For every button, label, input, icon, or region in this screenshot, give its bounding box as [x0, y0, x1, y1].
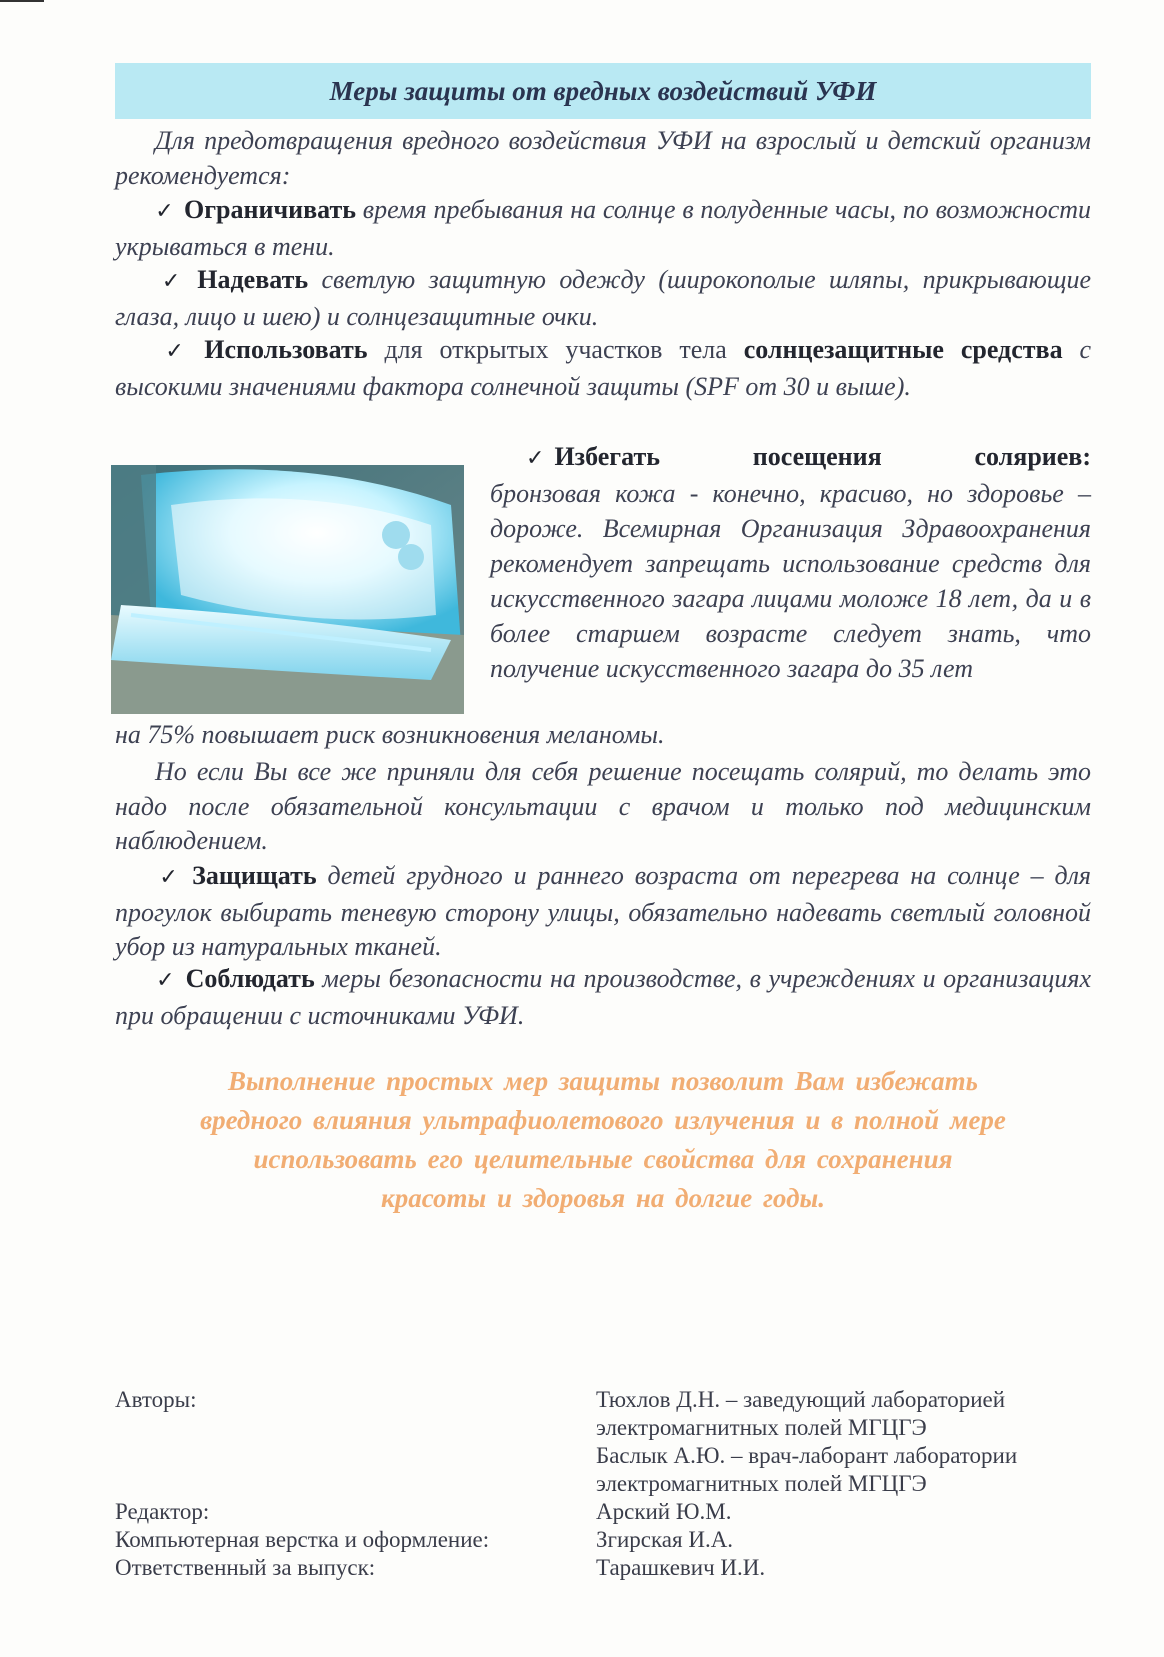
bullet-limit-sun: ✓ Ограничивать время пребывания на солнце в полуденные часы, по возможности укрываться в тени.: [115, 195, 1092, 261]
bullet-protect-children: ✓ Защищать детей грудного и раннего возраста от перегрева на солнце – для прогулок выбирать теневую сторону улицы, обязательно надевать светлый головной убор из натуральных тканей.: [115, 861, 1092, 961]
bullet-avoid-solarium: ✓ Избегать посещения соляриев: бронзовая кожа - конечно, красиво, но здоровье – дороже. Всемирная Организация Здравоохранения рекомендует запрещать использование средств для искусственного загара лицами моложе 18 лет, да и в более старшем возрасте следует знать, что получение искусственного загара до 35 лет: [490, 442, 1091, 683]
closing-message: Выполнение простых мер защиты позволит Вам избежать вредного влияния ультрафиолетового излучения и в полной мере использовать его целительные свойства для сохранения красоты и здоровья на долгие годы.: [200, 1066, 1006, 1213]
responsible-label: Ответственный за выпуск:: [115, 1555, 376, 1580]
author2-line2: электромагнитных полей МГЦГЭ: [596, 1471, 927, 1496]
responsible-name: Тарашкевич И.И.: [596, 1555, 766, 1580]
solarium-tail-text: на 75% повышает риск возникновения меланомы.: [115, 720, 665, 749]
check-icon: ✓: [155, 199, 175, 224]
solarium-photo: [111, 465, 464, 714]
layout-label: Компьютерная верстка и оформление:: [115, 1527, 490, 1552]
solarium-image: [111, 465, 464, 714]
bullet-safety-measures: ✓ Соблюдать меры безопасности на производстве, в учреждениях и организациях при обращении с источниками УФИ.: [115, 964, 1091, 1030]
title-banner: [115, 63, 1091, 119]
bullet-wear-clothes: ✓ Надевать светлую защитную одежду (широкополые шляпы, прикрывающие глаза, лицо и шею) и солнцезащитные очки.: [115, 265, 1091, 331]
check-icon: ✓: [526, 446, 545, 471]
intro-paragraph: Для предотвращения вредного воздействия УФИ на взрослый и детский организм рекомендуется:: [115, 126, 1091, 190]
check-icon: ✓: [155, 865, 183, 890]
solarium-advice-paragraph: Но если Вы все же приняли для себя решение посещать солярий, то делать это надо после обязательной консультации с врачом и только под медицинским наблюдением.: [115, 757, 1091, 855]
author2-line1: Баслык А.Ю. – врач-лаборант лаборатории: [596, 1443, 1018, 1468]
authors-label: Авторы:: [115, 1387, 197, 1412]
author1-line1: Тюхлов Д.Н. – заведующий лабораторией: [596, 1387, 1006, 1412]
editor-name: Арский Ю.М.: [596, 1499, 732, 1524]
page-title: Меры защиты от вредных воздействий УФИ: [329, 75, 877, 106]
scan-corner-mark: [0, 0, 44, 2]
check-icon: ✓: [155, 339, 195, 364]
bullet-use-sunscreen: ✓ Использовать для открытых участков тела солнцезащитные средства с высокими значениями фактора солнечной защиты (SPF от 30 и выше).: [115, 335, 1092, 401]
check-icon: ✓: [155, 269, 188, 294]
layout-name: Згирская И.А.: [596, 1527, 734, 1552]
editor-label: Редактор:: [115, 1499, 210, 1524]
author1-line2: электромагнитных полей МГЦГЭ: [596, 1415, 927, 1440]
check-icon: ✓: [155, 968, 176, 993]
